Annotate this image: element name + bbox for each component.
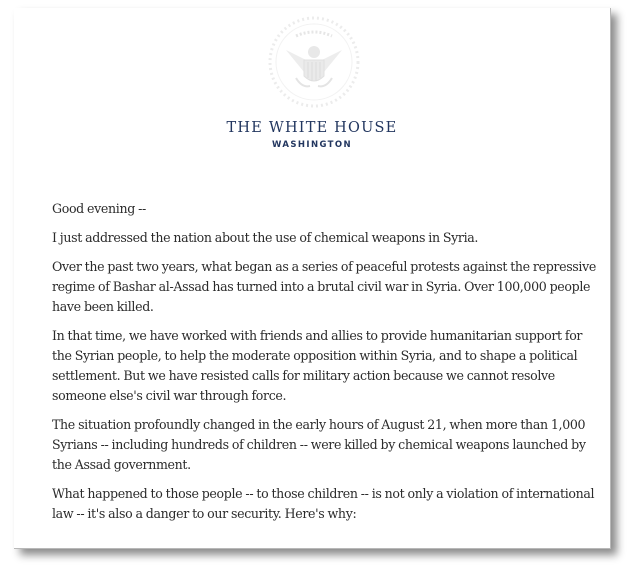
presidential-seal-icon [266, 14, 362, 110]
paragraph: Over the past two years, what began as a series of peaceful protests against the repressive regime of Bashar al-Assad has turned into a brutal civil war in Syria. Over 100,000 people have been killed. [52, 259, 596, 314]
letter-body [52, 199, 604, 533]
paragraph-greeting: Good evening -- [52, 201, 146, 216]
letterhead-title: THE WHITE HOUSE [226, 120, 398, 136]
paragraph: What happened to those people -- to those children -- is not only a violation of international law -- it's also a danger to our security. Here's why: [52, 486, 595, 521]
paragraph: I just addressed the nation about the use of chemical weapons in Syria. [52, 230, 479, 245]
letter-page [14, 8, 611, 549]
paragraph: In that time, we have worked with friends and allies to provide humanitarian support for the Syrian people, to help the moderate opposition within Syria, and to shape a political settlement. But we have resisted calls for military action because we cannot resolve someone else's civil war through force. [52, 328, 583, 403]
letterhead-subtitle: WASHINGTON [271, 140, 353, 150]
paragraph: The situation profoundly changed in the early hours of August 21, when more than 1,000 Syrians -- including hundreds of children -- were killed by chemical weapons launched by the Assad government. [52, 417, 586, 472]
